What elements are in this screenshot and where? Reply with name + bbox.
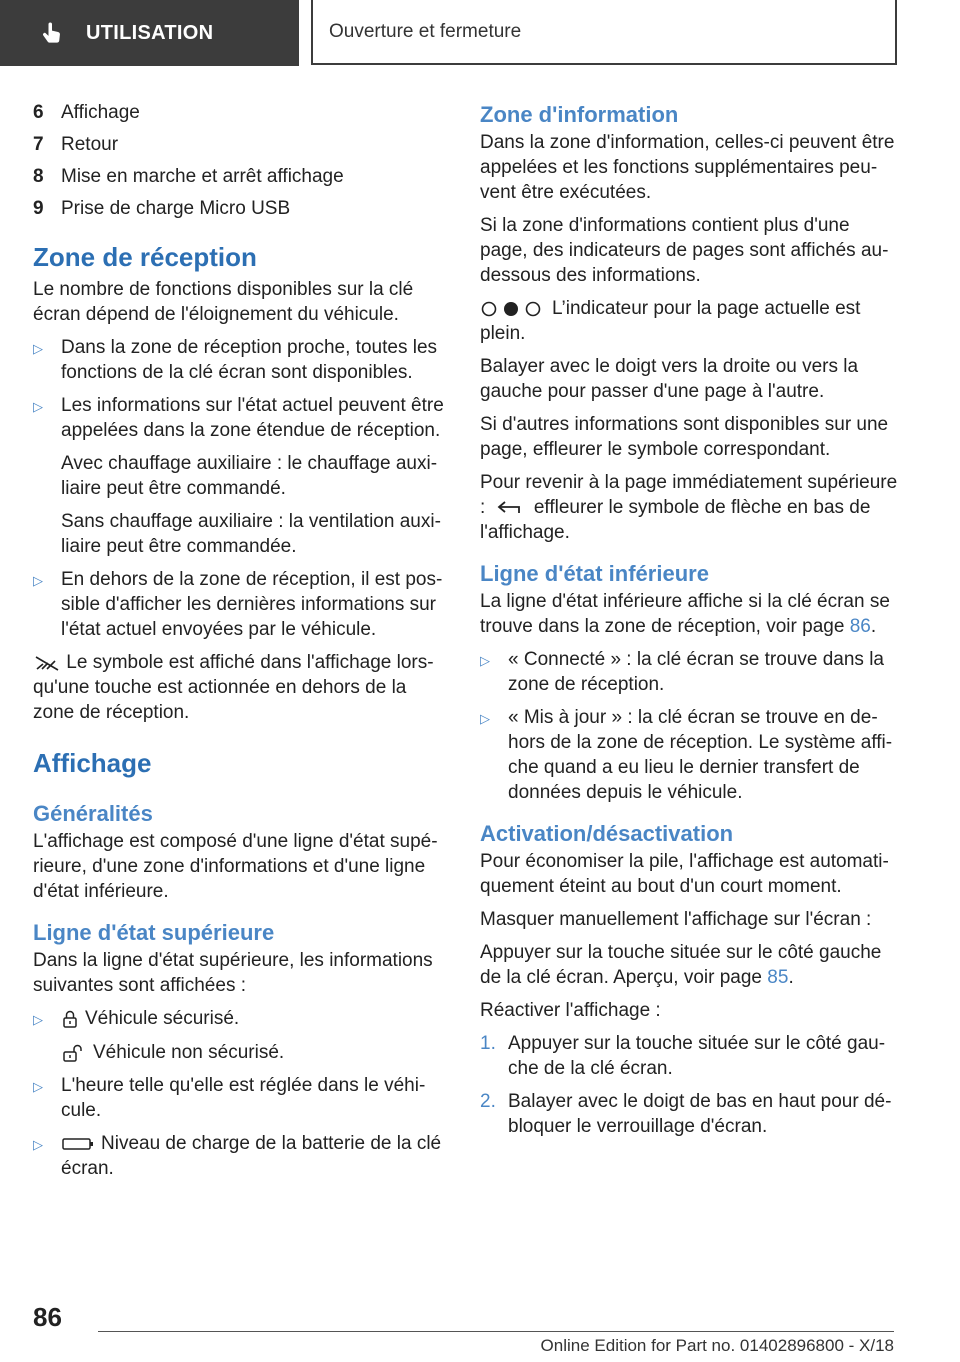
paragraph: Si la zone d'informations contient plus d'une page, des indicateurs de pages sont affichés au-dessous des informations. [480,215,889,286]
bullet-text: L'heure telle qu'elle est réglée dans le véhicule. [61,1075,426,1121]
paragraph-text: La ligne d'état inférieure affiche si la clé écran se trouve dans la zone de réception, voir page [480,591,890,637]
left-column [33,100,451,1189]
reception-intro: Le nombre de fonctions disponibles sur la clé écran dépend de l'éloignement du véhicule. [33,279,414,325]
paragraph: Si d'autres informations sont disponibles sur une page, effleurer le symbole correspondant. [480,414,889,460]
triangle-bullet-icon: ▷ [480,711,490,726]
bullet-item [480,705,898,805]
info-zone-heading: Zone d'information [480,102,679,127]
paragraph [480,470,898,545]
hand-pointer-icon [38,19,66,47]
item-text: Prise de charge Micro USB [61,198,291,219]
chapter-tab [311,0,897,65]
bullet-item [33,1131,451,1181]
bullet-item [33,1006,451,1032]
bullet-item [33,335,451,385]
step-number: 1. [480,1033,496,1054]
paragraph [480,296,898,346]
affichage-heading: Affichage [33,748,152,778]
numbered-list [33,100,451,221]
item-number: 6 [33,102,44,123]
page-number: 86 [33,1302,62,1332]
item-number: 7 [33,134,44,155]
generalites-heading: Généralités [33,801,153,826]
reception-note [33,650,451,725]
list-item [33,132,451,157]
section-tab [0,0,299,66]
item-text: Retour [61,134,119,155]
bullet-content [61,1131,451,1181]
bullet-item [33,1073,451,1123]
bullet-text: Niveau de charge de la batterie de la clé écran. [61,1133,442,1179]
bullet-text: Dans la zone de réception proche, toutes les fonctions de la clé écran sont disponibles. [61,337,438,383]
bullet-text: « Connecté » : la clé écran se trouve dans la zone de réception. [508,649,885,695]
sub-paragraph: Avec chauffage auxiliaire : le chauffage auxiliaire peut être commandé. [61,453,438,499]
item-text: Mise en marche et arrêt affichage [61,166,344,187]
lower-status-heading: Ligne d'état inférieure [480,561,709,586]
page-link[interactable]: 86 [849,616,871,637]
bullet-item [33,567,451,642]
activation-heading: Activation/désactivation [480,821,734,846]
list-item [33,164,451,189]
no-signal-icon [33,654,61,672]
reception-heading: Zone de réception [33,242,257,272]
lock-open-icon [61,1043,87,1063]
sub-text: Véhicule non sécurisé. [93,1042,285,1063]
back-arrow-icon [495,499,525,517]
triangle-bullet-icon: ▷ [33,573,43,588]
page-link[interactable]: 85 [767,967,789,988]
paragraph: Balayer avec le doigt vers la droite ou vers la gauche pour passer d'une page à l'autre. [480,356,859,402]
page-header [0,0,960,66]
item-number: 9 [33,198,44,219]
paragraph-text: Pour revenir à la page immédiatement supérieure : [480,472,898,518]
right-column [480,100,898,1147]
chapter-title: Ouverture et fermeture [329,20,522,42]
step-text: Balayer avec le doigt de bas en haut pour débloquer le verrouillage d'écran. [508,1091,892,1137]
triangle-bullet-icon: ▷ [33,341,43,356]
list-item [33,100,451,125]
triangle-bullet-icon: ▷ [33,1079,43,1094]
step-item [480,1031,898,1081]
item-number: 8 [33,166,44,187]
paragraph: Pour économiser la pile, l'affichage est automatiquement éteint au bout d'un court moment. [480,851,889,897]
paragraph-text: Appuyer sur la touche située sur le côté gauche de la clé écran. Aperçu, voir page [480,942,882,988]
footer-divider [98,1331,894,1332]
upper-status-heading: Ligne d'état supérieure [33,920,275,945]
triangle-bullet-icon: ▷ [33,1137,43,1152]
battery-icon [61,1136,95,1152]
upper-status-intro: Dans la ligne d'état supérieure, les informations suivantes sont affichées : [33,950,433,996]
step-number: 2. [480,1091,496,1112]
paragraph-text: L’indicateur pour la page actuelle est plein. [480,298,861,344]
triangle-bullet-icon: ▷ [33,1012,43,1027]
sub-paragraph: Sans chauffage auxiliaire : la ventilation auxiliaire peut être commandée. [61,511,441,557]
bullet-text: En dehors de la zone de réception, il est possible d'afficher les dernières informations sur l'état actuel envoyées par le véhicule. [61,569,443,640]
paragraph: La ligne d'état inférieure affiche si la clé écran se trouve dans la zone de réception, voir page 86. [480,591,890,637]
paragraph-text: effleurer le symbole de flèche en bas de l'affichage. [480,497,871,543]
list-item [33,196,451,221]
step-item [480,1089,898,1139]
triangle-bullet-icon: ▷ [480,653,490,668]
edition-note: Online Edition for Part no. 01402896800 - X/18 [540,1336,894,1355]
section-title: UTILISATION [86,21,214,44]
paragraph: Masquer manuellement l'affichage sur l'écran : [480,909,872,930]
paragraph: Réactiver l'affichage : [480,1000,661,1021]
item-text: Affichage [61,102,140,123]
bullet-text: Véhicule sécurisé. [85,1008,240,1029]
note-text: Le symbole est affiché dans l'affichage lorsqu'une touche est actionnée en dehors de la zone de réception. [33,652,434,723]
lock-closed-icon [61,1009,79,1029]
bullet-item [480,647,898,697]
page-indicator-icon [480,300,544,318]
paragraph: Appuyer sur la touche située sur le côté gauche de la clé écran. Aperçu, voir page 85. [480,942,882,988]
bullet-item [33,393,451,443]
bullet-text: Les informations sur l'état actuel peuvent être appelées dans la zone étendue de réception. [61,395,444,441]
paragraph: Dans la zone d'information, celles-ci peuvent être appelées et les fonctions supplémentaires peuvent être exécutées. [480,132,895,203]
triangle-bullet-icon: ▷ [33,399,43,414]
generalites-text: L'affichage est composé d'une ligne d'état supérieure, d'une zone d'informations et d'une ligne d'état inférieure. [33,831,438,902]
sub-paragraph [61,1040,451,1065]
step-text: Appuyer sur la touche située sur le côté gauche de la clé écran. [508,1033,886,1079]
bullet-text: « Mis à jour » : la clé écran se trouve en dehors de la zone de réception. Le système affiche quand a eu lieu le dernier transfert de données depuis le véhicule. [508,707,893,803]
bullet-content [61,1006,451,1032]
